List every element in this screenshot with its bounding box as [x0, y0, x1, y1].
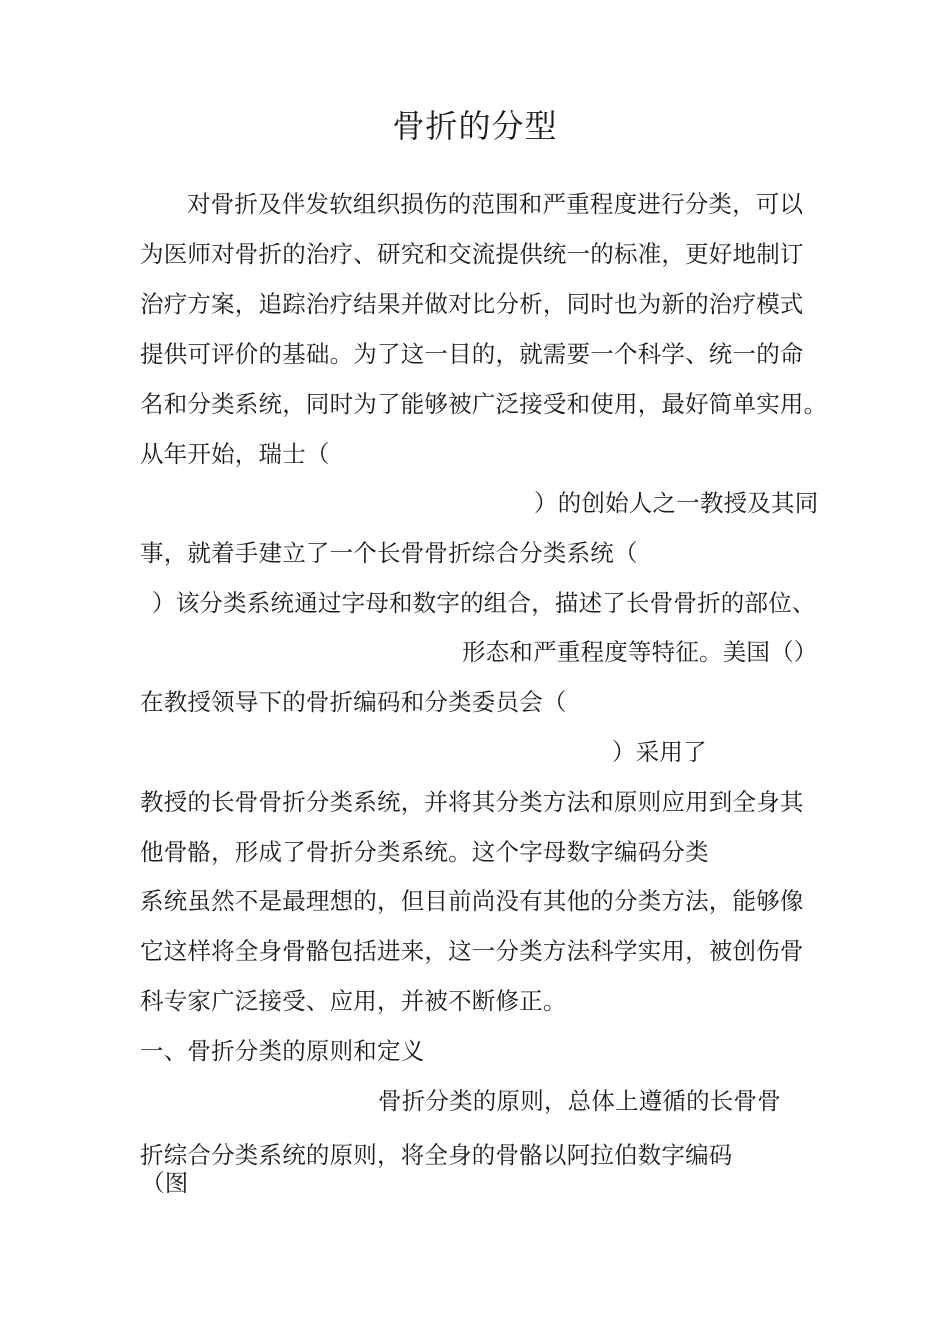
- paragraph-line: 骨折分类的原则，总体上遵循的长骨骨: [378, 1087, 781, 1115]
- paragraph-line: ）的创始人之一教授及其同: [534, 489, 819, 517]
- paragraph-line: 为医师对骨折的治疗、研究和交流提供统一的标准，更好地制订: [140, 240, 804, 268]
- document-title: 骨折的分型: [392, 107, 558, 145]
- paragraph-line: ）采用了: [612, 738, 707, 766]
- paragraph-line: 系统虽然不是最理想的，但目前尚没有其他的分类方法，能够像: [140, 887, 804, 915]
- paragraph-line: 科专家广泛接受、应用，并被不断修正。: [140, 987, 567, 1015]
- paragraph-line: 教授的长骨骨折分类系统，并将其分类方法和原则应用到全身其: [140, 788, 804, 816]
- paragraph-line: （图: [141, 1169, 189, 1197]
- paragraph-line: ）该分类系统通过字母和数字的组合，描述了长骨骨折的部位、: [152, 589, 816, 617]
- paragraph-line: 在教授领导下的骨折编码和分类委员会（: [140, 688, 567, 716]
- paragraph-line: 提供可评价的基础。为了这一目的，就需要一个科学、统一的命: [140, 340, 804, 368]
- paragraph-line: 事，就着手建立了一个长骨骨折综合分类系统（: [140, 539, 638, 567]
- paragraph-line: 治疗方案，追踪治疗结果并做对比分析，同时也为新的治疗模式: [140, 290, 804, 318]
- paragraph-line: 对骨折及伴发软组织损伤的范围和严重程度进行分类，可以: [187, 190, 804, 218]
- paragraph-line: 从年开始，瑞士（: [140, 440, 330, 468]
- paragraph-line: 它这样将全身骨骼包括进来，这一分类方法科学实用，被创伤骨: [140, 937, 804, 965]
- paragraph-line: 折综合分类系统的原则，将全身的骨骼以阿拉伯数字编码: [140, 1141, 733, 1169]
- section-heading: 一、骨折分类的原则和定义: [140, 1037, 425, 1065]
- paragraph-line: 他骨骼，形成了骨折分类系统。这个字母数字编码分类: [140, 838, 709, 866]
- paragraph-line: 名和分类系统，同时为了能够被广泛接受和使用，最好简单实用。: [140, 390, 828, 418]
- paragraph-line: 形态和严重程度等特征。美国（）: [462, 638, 818, 666]
